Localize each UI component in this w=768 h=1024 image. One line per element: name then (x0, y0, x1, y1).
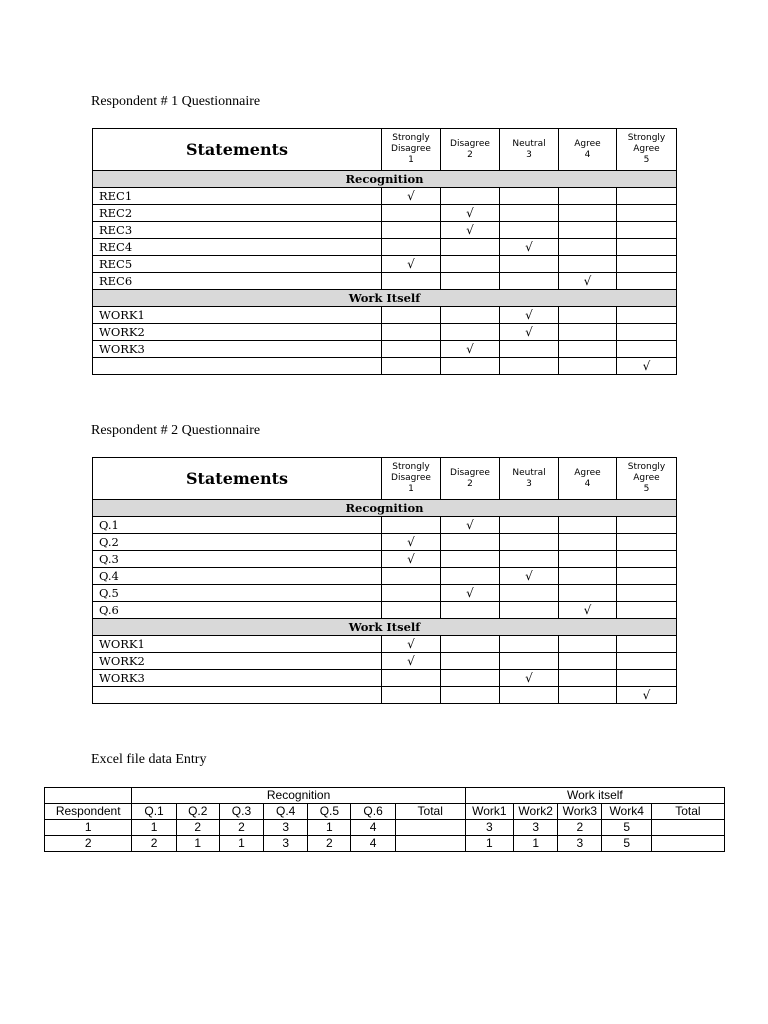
statement-label: REC4 (93, 239, 382, 256)
statement-label: Q.3 (93, 551, 382, 568)
statement-label: Q.5 (93, 585, 382, 602)
statement-row (93, 653, 677, 670)
table-cell: 1 (132, 820, 176, 836)
table-cell: 3 (465, 820, 513, 836)
check-mark: √ (525, 240, 533, 254)
answer-cell-5 (617, 341, 677, 358)
answer-cell-5 (617, 602, 677, 619)
scale-number: 4 (584, 149, 591, 160)
answer-cell-2 (441, 307, 500, 324)
answer-cell-1 (382, 324, 441, 341)
statement-row (93, 324, 677, 341)
answer-cell-4 (559, 687, 617, 704)
answer-cell-2 (441, 205, 500, 222)
answer-cell-2 (441, 585, 500, 602)
answer-cell-5 (617, 517, 677, 534)
table-cell: 1 (176, 836, 219, 852)
answer-cell-1 (382, 205, 441, 222)
answer-cell-5 (617, 188, 677, 205)
answer-cell-5 (617, 551, 677, 568)
statement-label (93, 358, 382, 375)
column-header: Work3 (558, 804, 602, 820)
statement-label: WORK2 (93, 324, 382, 341)
check-mark: √ (407, 552, 415, 566)
table-cell: 1 (514, 836, 558, 852)
answer-cell-5 (617, 585, 677, 602)
statement-label: WORK3 (93, 670, 382, 687)
statement-label: WORK3 (93, 341, 382, 358)
statement-label: REC5 (93, 256, 382, 273)
statement-row (93, 670, 677, 687)
table-cell: 3 (264, 836, 308, 852)
statement-row (93, 551, 677, 568)
answer-cell-1 (382, 222, 441, 239)
answer-cell-3 (500, 188, 559, 205)
scale-label: Strongly Disagree (391, 133, 431, 154)
recognition-section-title: Recognition (93, 171, 677, 188)
recognition-group-header: Recognition (132, 788, 465, 804)
statements-header: Statements (93, 129, 382, 171)
answer-cell-4 (559, 517, 617, 534)
answer-cell-5 (617, 222, 677, 239)
work-itself-group-header: Work itself (465, 788, 724, 804)
scale-label: Neutral (512, 467, 546, 478)
answer-cell-1 (382, 568, 441, 585)
answer-cell-4 (559, 358, 617, 375)
statement-row (93, 636, 677, 653)
table-cell: 2 (308, 836, 351, 852)
scale-number: 1 (408, 155, 414, 165)
work-itself-section-title: Work Itself (93, 290, 677, 307)
respondent-1-table (92, 128, 677, 375)
statement-label: WORK1 (93, 307, 382, 324)
scale-number: 1 (408, 484, 414, 494)
scale-label: Agree (574, 467, 601, 478)
answer-cell-2 (441, 636, 500, 653)
scale-number: 5 (643, 484, 650, 494)
answer-cell-3 (500, 568, 559, 585)
table-cell: 2 (45, 836, 132, 852)
scale-number: 2 (467, 149, 473, 160)
answer-cell-3 (500, 222, 559, 239)
answer-cell-1 (382, 307, 441, 324)
header-row (93, 458, 677, 500)
answer-cell-4 (559, 307, 617, 324)
answer-cell-5 (617, 324, 677, 341)
check-mark: √ (466, 518, 474, 532)
answer-cell-4 (559, 636, 617, 653)
recognition-section-row (93, 171, 677, 188)
answer-cell-3 (500, 653, 559, 670)
answer-cell-3 (500, 636, 559, 653)
answer-cell-4 (559, 256, 617, 273)
table-row (45, 820, 725, 836)
statement-row (93, 239, 677, 256)
answer-cell-4 (559, 551, 617, 568)
statement-label: Q.6 (93, 602, 382, 619)
answer-cell-3 (500, 205, 559, 222)
answer-cell-5 (617, 670, 677, 687)
recognition-section-row (93, 500, 677, 517)
scale-header-3 (500, 129, 559, 171)
scale-header-1 (382, 129, 441, 171)
answer-cell-4 (559, 670, 617, 687)
answer-cell-1 (382, 341, 441, 358)
respondent-2-caption: Respondent # 2 Questionnaire (91, 423, 261, 438)
scale-number: 2 (467, 478, 473, 489)
answer-cell-1 (382, 188, 441, 205)
table-cell: 3 (264, 820, 308, 836)
answer-cell-4 (559, 585, 617, 602)
statement-row (93, 273, 677, 290)
answer-cell-4 (559, 324, 617, 341)
header-row (93, 129, 677, 171)
answer-cell-2 (441, 256, 500, 273)
answer-cell-1 (382, 517, 441, 534)
answer-cell-4 (559, 341, 617, 358)
statement-row (93, 205, 677, 222)
scale-label: Strongly Agree (627, 462, 666, 483)
answer-cell-4 (559, 222, 617, 239)
answer-cell-2 (441, 239, 500, 256)
answer-cell-1 (382, 670, 441, 687)
answer-cell-1 (382, 551, 441, 568)
scale-label: Disagree (450, 138, 490, 149)
blank-cell (45, 788, 132, 804)
table-cell: 4 (351, 820, 395, 836)
answer-cell-3 (500, 670, 559, 687)
answer-cell-1 (382, 358, 441, 375)
scale-header-2 (441, 458, 500, 500)
column-header: Total (651, 804, 724, 820)
column-header: Q.5 (308, 804, 351, 820)
answer-cell-5 (617, 358, 677, 375)
statement-label: WORK2 (93, 653, 382, 670)
column-header: Q.6 (351, 804, 395, 820)
answer-cell-2 (441, 188, 500, 205)
scale-header-5 (617, 458, 677, 500)
table-cell: 2 (219, 820, 263, 836)
statement-row (93, 256, 677, 273)
check-mark: √ (407, 189, 415, 203)
table-cell: 3 (514, 820, 558, 836)
answer-cell-5 (617, 636, 677, 653)
answer-cell-2 (441, 653, 500, 670)
answer-cell-5 (617, 307, 677, 324)
answer-cell-3 (500, 324, 559, 341)
check-mark: √ (642, 688, 651, 702)
statement-row (93, 341, 677, 358)
answer-cell-2 (441, 602, 500, 619)
statement-row (93, 517, 677, 534)
column-header-row (45, 804, 725, 820)
answer-cell-5 (617, 273, 677, 290)
answer-cell-1 (382, 636, 441, 653)
answer-cell-3 (500, 585, 559, 602)
excel-caption: Excel file data Entry (91, 752, 207, 767)
statements-header: Statements (93, 458, 382, 500)
table-cell: 1 (219, 836, 263, 852)
excel-data-table (44, 787, 725, 852)
table-cell (651, 820, 724, 836)
table-cell: 3 (558, 836, 602, 852)
statement-label: REC6 (93, 273, 382, 290)
answer-cell-3 (500, 551, 559, 568)
answer-cell-3 (500, 273, 559, 290)
respondent-1-caption: Respondent # 1 Questionnaire (91, 94, 261, 109)
statement-row (93, 188, 677, 205)
scale-label: Strongly Agree (627, 133, 666, 154)
answer-cell-2 (441, 551, 500, 568)
check-mark: √ (407, 535, 415, 549)
column-header: Q.1 (132, 804, 176, 820)
recognition-section-title: Recognition (93, 500, 677, 517)
answer-cell-1 (382, 585, 441, 602)
answer-cell-4 (559, 568, 617, 585)
answer-cell-3 (500, 602, 559, 619)
table-cell: 1 (45, 820, 132, 836)
answer-cell-3 (500, 256, 559, 273)
table-row (45, 836, 725, 852)
answer-cell-1 (382, 256, 441, 273)
check-mark: √ (466, 223, 474, 237)
column-header: Work4 (602, 804, 651, 820)
scale-header-4 (559, 129, 617, 171)
column-header: Q.2 (176, 804, 219, 820)
answer-cell-2 (441, 324, 500, 341)
table-cell: 2 (558, 820, 602, 836)
answer-cell-2 (441, 222, 500, 239)
scale-number: 4 (584, 478, 591, 489)
table-cell: 5 (602, 836, 651, 852)
statement-row (93, 358, 677, 375)
answer-cell-2 (441, 358, 500, 375)
check-mark: √ (583, 603, 592, 617)
work-itself-section-row (93, 290, 677, 307)
statement-label (93, 687, 382, 704)
answer-cell-5 (617, 687, 677, 704)
answer-cell-2 (441, 517, 500, 534)
table-cell: 4 (351, 836, 395, 852)
scale-number: 3 (526, 149, 532, 160)
statement-label: Q.2 (93, 534, 382, 551)
answer-cell-1 (382, 534, 441, 551)
check-mark: √ (407, 637, 415, 651)
statement-row (93, 307, 677, 324)
check-mark: √ (407, 654, 415, 668)
answer-cell-2 (441, 687, 500, 704)
answer-cell-1 (382, 687, 441, 704)
answer-cell-1 (382, 653, 441, 670)
answer-cell-3 (500, 341, 559, 358)
answer-cell-1 (382, 239, 441, 256)
answer-cell-5 (617, 653, 677, 670)
check-mark: √ (642, 359, 651, 373)
scale-header-2 (441, 129, 500, 171)
scale-header-4 (559, 458, 617, 500)
check-mark: √ (583, 274, 592, 288)
statement-label: REC3 (93, 222, 382, 239)
statement-label: WORK1 (93, 636, 382, 653)
check-mark: √ (407, 257, 415, 271)
table-cell (651, 836, 724, 852)
table-cell: 1 (465, 836, 513, 852)
column-header: Q.4 (264, 804, 308, 820)
answer-cell-4 (559, 534, 617, 551)
answer-cell-4 (559, 239, 617, 256)
column-header: Work1 (465, 804, 513, 820)
statement-row (93, 585, 677, 602)
answer-cell-3 (500, 358, 559, 375)
check-mark: √ (466, 342, 474, 356)
answer-cell-5 (617, 568, 677, 585)
group-header-row (45, 788, 725, 804)
answer-cell-4 (559, 602, 617, 619)
check-mark: √ (525, 671, 533, 685)
column-header: Work2 (514, 804, 558, 820)
scale-label: Strongly Disagree (391, 462, 431, 483)
answer-cell-5 (617, 205, 677, 222)
table-cell (395, 836, 465, 852)
table-cell: 1 (308, 820, 351, 836)
respondent-2-table (92, 457, 677, 704)
scale-label: Disagree (450, 467, 490, 478)
statement-row (93, 568, 677, 585)
statement-label: REC2 (93, 205, 382, 222)
column-header: Total (395, 804, 465, 820)
table-cell: 5 (602, 820, 651, 836)
statement-label: Q.1 (93, 517, 382, 534)
scale-label: Neutral (512, 138, 546, 149)
table-cell: 2 (176, 820, 219, 836)
scale-header-1 (382, 458, 441, 500)
answer-cell-3 (500, 517, 559, 534)
answer-cell-4 (559, 273, 617, 290)
column-header: Respondent (45, 804, 132, 820)
answer-cell-1 (382, 602, 441, 619)
answer-cell-3 (500, 534, 559, 551)
answer-cell-2 (441, 341, 500, 358)
answer-cell-3 (500, 687, 559, 704)
scale-header-5 (617, 129, 677, 171)
column-header: Q.3 (219, 804, 263, 820)
work-itself-section-title: Work Itself (93, 619, 677, 636)
check-mark: √ (525, 569, 533, 583)
answer-cell-4 (559, 653, 617, 670)
answer-cell-2 (441, 534, 500, 551)
statement-label: Q.4 (93, 568, 382, 585)
answer-cell-5 (617, 256, 677, 273)
work-itself-section-row (93, 619, 677, 636)
scale-label: Agree (574, 138, 601, 149)
answer-cell-1 (382, 273, 441, 290)
scale-header-3 (500, 458, 559, 500)
statement-row (93, 534, 677, 551)
statement-row (93, 222, 677, 239)
statement-row (93, 602, 677, 619)
answer-cell-4 (559, 188, 617, 205)
scale-number: 5 (643, 155, 650, 165)
scale-number: 3 (526, 478, 532, 489)
statement-label: REC1 (93, 188, 382, 205)
answer-cell-4 (559, 205, 617, 222)
statement-row (93, 687, 677, 704)
answer-cell-3 (500, 239, 559, 256)
table-cell: 2 (132, 836, 176, 852)
check-mark: √ (525, 325, 533, 339)
check-mark: √ (525, 308, 533, 322)
answer-cell-2 (441, 568, 500, 585)
check-mark: √ (466, 206, 474, 220)
answer-cell-2 (441, 273, 500, 290)
table-cell (395, 820, 465, 836)
check-mark: √ (466, 586, 474, 600)
answer-cell-3 (500, 307, 559, 324)
answer-cell-2 (441, 670, 500, 687)
answer-cell-5 (617, 239, 677, 256)
answer-cell-5 (617, 534, 677, 551)
